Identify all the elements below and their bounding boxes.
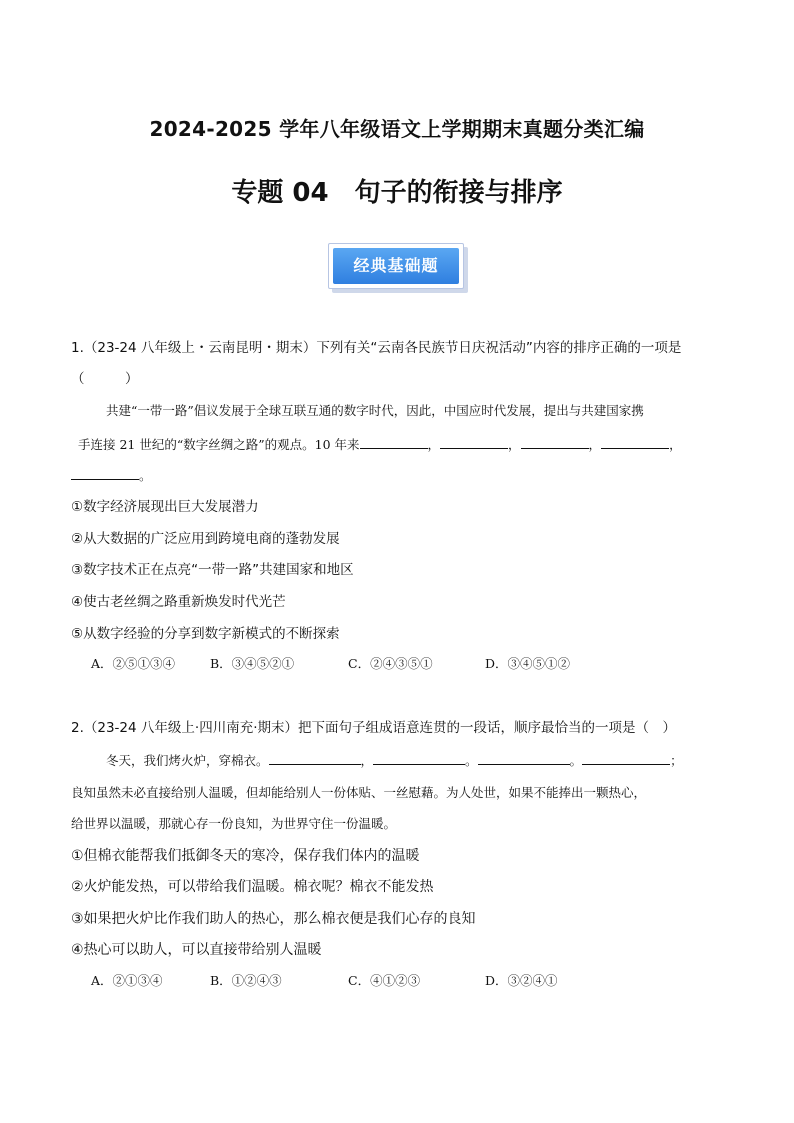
answer-blank — [269, 752, 361, 765]
question-1-option-a: A．②⑤①③④ — [91, 656, 176, 671]
question-2-item: ④热心可以助人，可以直接带给别人温暖 — [71, 942, 322, 958]
answer-blank — [440, 436, 508, 449]
topic-title: 专题 04 句子的衔接与排序 — [231, 178, 563, 208]
question-1-item: ⑤从数字经验的分享到数字新模式的不断探索 — [71, 626, 340, 642]
question-1-answer-paren: （ ） — [71, 371, 139, 387]
question-2-stem: 2.（23-24 八年级上·四川南充·期末）把下面句子组成语意连贯的一段话，顺序最恰当的一项是（ ） — [71, 720, 676, 736]
question-2-item: ③如果把火炉比作我们助人的热心，那么棉衣便是我们心存的良知 — [71, 911, 476, 927]
question-2-item: ②火炉能发热，可以带给我们温暖。棉衣呢？棉衣不能发热 — [71, 879, 434, 895]
question-2-option-d: D．③②④① — [485, 973, 558, 988]
section-badge-label: 经典基础题 — [333, 248, 459, 284]
question-1-option-d: D．③④⑤①② — [485, 656, 571, 671]
passage-text: 冬天，我们烤火炉，穿棉衣。 — [106, 753, 269, 768]
question-2-passage-line-1: 冬天，我们烤火炉，穿棉衣。 ， 。 。 ； — [106, 753, 683, 768]
question-2-passage-line-3: 给世界以温暖，那就心存一份良知，为世界守住一份温暖。 — [71, 816, 397, 831]
question-1-option-b: B．③④⑤②① — [210, 656, 295, 671]
passage-text: 手连接 21 世纪的“数字丝绸之路”的观点。10 年来 — [78, 437, 360, 452]
document-title: 2024-2025 学年八年级语文上学期期末真题分类汇编 — [149, 117, 645, 141]
question-1-passage-line-1: 共建“一带一路”倡议发展于全球互联互通的数字时代，因此，中国应时代发展，提出与共建国家携 — [106, 403, 644, 418]
question-2-item: ①但棉衣能帮我们抵御冬天的寒冷，保存我们体内的温暖 — [71, 848, 420, 864]
question-2-option-b: B．①②④③ — [210, 973, 282, 988]
question-1-stem: 1.（23-24 八年级上・云南昆明・期末）下列有关“云南各民族节日庆祝活动”内容的排序正确的一项是 — [71, 340, 682, 356]
question-1-passage-line-3: 。 — [71, 466, 152, 484]
question-2-option-a: A．②①③④ — [91, 973, 163, 988]
question-1-item: ①数字经济展现出巨大发展潜力 — [71, 499, 259, 515]
section-badge — [328, 243, 466, 291]
question-2-option-c: C．④①②③ — [348, 973, 421, 988]
question-1-item: ②从大数据的广泛应用到跨境电商的蓬勃发展 — [71, 531, 340, 547]
answer-blank — [521, 436, 589, 449]
answer-blank — [373, 752, 465, 765]
question-1-option-c: C．②④③⑤① — [348, 656, 433, 671]
question-1-passage-line-2: 手连接 21 世纪的“数字丝绸之路”的观点。10 年来 ， ， ， ， — [78, 437, 682, 452]
answer-blank — [601, 436, 669, 449]
question-2-passage-line-2: 良知虽然未必直接给别人温暖，但却能给别人一份体贴、一丝慰藉。为人处世，如果不能捧出一颗热心， — [71, 785, 647, 800]
answer-blank — [478, 752, 570, 765]
question-1-item: ④使古老丝绸之路重新焕发时代光芒 — [71, 594, 286, 610]
answer-blank — [582, 752, 670, 765]
question-1-item: ③数字技术正在点亮“一带一路”共建国家和地区 — [71, 562, 354, 578]
answer-blank — [71, 467, 139, 480]
answer-blank — [360, 436, 428, 449]
